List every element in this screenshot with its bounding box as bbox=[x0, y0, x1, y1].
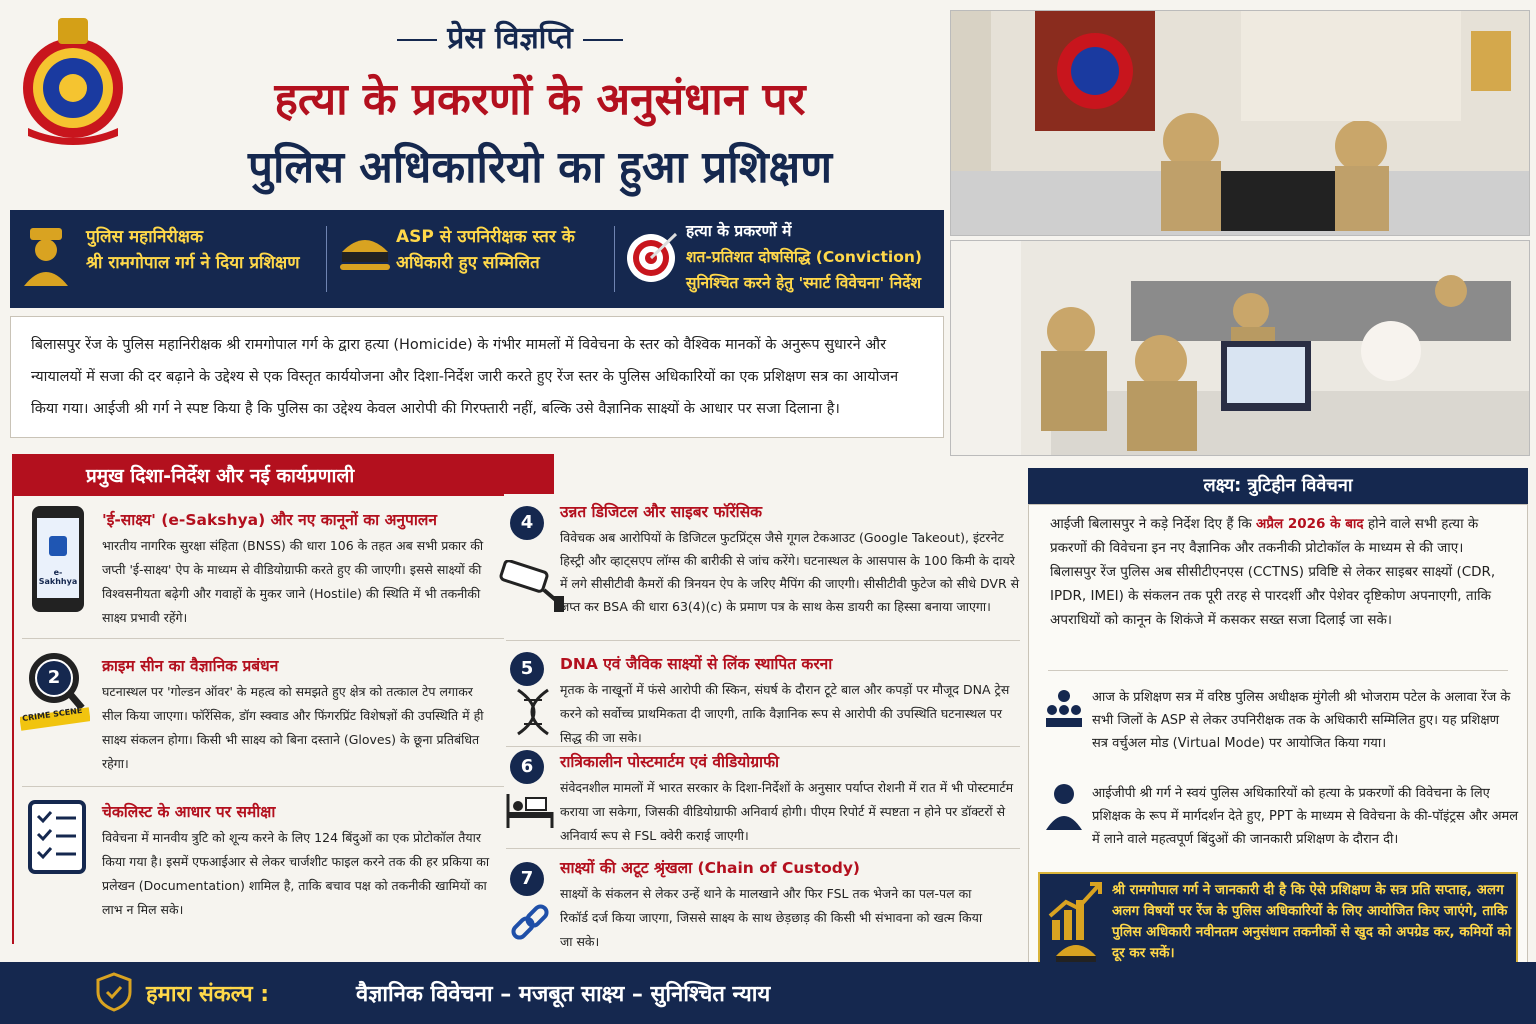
footer-motto: वैज्ञानिक विवेचना – मजबूत साक्ष्य – सुनिश्चित न्याय bbox=[356, 982, 771, 1007]
goal-paragraph-1: आईजी बिलासपुर ने कड़े निर्देश दिए हैं कि अप्रैल 2026 के बाद होने वाले सभी हत्या के प्रकरणों की विवेचना इन नए वैज्ञानिक और तकनीकी प्रोटोकॉल के माध्यम से की जाए। बिलासपुर रेंज पुलिस अब सीसीटीएनएस (CCTNS) प्रविष्टि से लेकर साइबर साक्ष्यों (CDR, IPDR, IMEI) के संकलन तक पूरी तरह से पारदर्शी और पेशेवर दृष्टिकोण अपनाएगी, ताकि अपराधियों को कानून के शिकंजे में कसकर सख्त सजा दिलाई जा सके। bbox=[1050, 516, 1496, 628]
checklist-icon bbox=[28, 800, 86, 874]
shield-icon bbox=[96, 972, 132, 1012]
footer-label: हमारा संकल्प : bbox=[146, 982, 270, 1007]
guideline-number: 7 bbox=[510, 862, 544, 896]
guideline-body: भारतीय नागरिक सुरक्षा संहिता (BNSS) की धारा 106 के तहत अब सभी प्रकार की जप्ती 'ई-साक्ष्य' ऐप के माध्यम से वीडियोग्राफी करते हुए की जाएगी। इससे साक्ष्यों की विश्वसनीयता बढ़ेगी और गवाहों के मुकर जाने (Hostile) की स्थिति में भी तकनीकी साक्ष्य प्रभावी रहेंगे। bbox=[102, 538, 484, 625]
training-photo-ig-office bbox=[950, 10, 1530, 236]
guideline-number: 4 bbox=[510, 506, 544, 540]
goal-paragraph-2: आज के प्रशिक्षण सत्र में वरिष्ठ पुलिस अधीक्षक मुंगेली श्री भोजराम पटेल के अलावा रेंज के सभी जिलों के ASP से लेकर उपनिरीक्षक तक के अधिकारी सम्मिलित हुए। यह प्रशिक्षण सत्र वर्चुअल मोड (Virtual Mode) पर आयोजित किया गया। bbox=[1092, 690, 1511, 751]
guideline-number: 2 bbox=[37, 661, 71, 695]
target-icon bbox=[624, 224, 682, 288]
guideline-body: घटनास्थल पर 'गोल्डन ऑवर' के महत्व को समझते हुए क्षेत्र को तत्काल टेप लगाकर सील किया जाएगा। फॉरेंसिक, डॉग स्क्वाड और फिंगरप्रिंट विशेषज्ञों की उपस्थिति में ही साक्ष्य संकलन होगा। किसी भी साक्ष्य को बिना दस्ताने (Gloves) के छूना प्रतिबंधित रहेगा। bbox=[102, 684, 484, 771]
guideline-number: 5 bbox=[510, 652, 544, 686]
guideline-title: 'ई-साक्ष्य' (e-Sakshya) और नए कानूनों का अनुपालन bbox=[102, 511, 437, 529]
guideline-title: उन्नत डिजिटल और साइबर फॉरेंसिक bbox=[560, 503, 763, 521]
police-cap-icon bbox=[336, 224, 394, 288]
guideline-title: क्राइम सीन का वैज्ञानिक प्रबंधन bbox=[102, 657, 279, 675]
guideline-number: 6 bbox=[510, 750, 544, 784]
highlight-ig: पुलिस महानिरीक्षक श्री रामगोपाल गर्ग ने दिया प्रशिक्षण bbox=[86, 227, 300, 273]
guideline-checklist bbox=[102, 800, 494, 922]
weekly-training-note-text: श्री रामगोपाल गर्ग ने जानकारी दी है कि ऐसे प्रशिक्षण के सत्र प्रति सप्ताह, अलग अलग विषयों पर रेंज के पुलिस अधिकारियों के लिए आयोजित किए जाएंगे, ताकि पुलिस अधिकारी नवीनतम अनुसंधान तकनीकों से खुद को अपग्रेड कर, कमियों को दूर कर सकें। bbox=[1112, 882, 1512, 961]
guidelines-heading: प्रमुख दिशा-निर्देश और नई कार्यप्रणाली bbox=[12, 454, 554, 494]
headline-line-1: हत्या के प्रकरणों के अनुसंधान पर bbox=[274, 74, 806, 125]
guideline-body: विवेचक अब आरोपियों के डिजिटल फुटप्रिंट्स जैसे गूगल टेकआउट (Google Takeout), इंटरनेट हिस्ट्री और व्हाट्सएप लॉग्स की बारीकी से जांच करेंगे। घटनास्थल के आसपास के 100 किमी के दायरे में लगे सीसीटीवी कैमरों की त्रिनयन ऐप के जरिए मैपिंग की जाएगी। सीसीटीवी फुटेज को सीधे DVR से जप्त कर BSA की धारा 63(4)(c) के प्रमाण पत्र के साथ केस डायरी का हिस्सा बनाया जाएगा। bbox=[560, 530, 1020, 614]
guideline-chain-of-custody bbox=[560, 856, 990, 954]
guideline-cyber-forensic bbox=[560, 500, 1020, 618]
crime-scene-tape-label: CRIME SCENE bbox=[21, 705, 83, 724]
training-photo-conference-room bbox=[950, 240, 1530, 456]
guideline-postmortem bbox=[560, 750, 1020, 848]
deadline-highlight: अप्रैल 2026 के बाद bbox=[1256, 516, 1364, 532]
guideline-title: DNA एवं जैविक साक्ष्यों से लिंक स्थापित करना bbox=[560, 655, 833, 673]
guideline-body: संवेदनशील मामलों में भारत सरकार के दिशा-निर्देशों के अनुसार पर्याप्त रोशनी में रात में भी पोस्टमार्टम कराया जा सकेगा, जिसकी वीडियोग्राफी अनिवार्य होगी। पीएम रिपोर्ट में स्पष्टता न होने पर डॉक्टरों से अनिवार्य रूप से FSL क्वेरी कराई जाएगी। bbox=[560, 780, 1014, 843]
guideline-title: चेकलिस्ट के आधार पर समीक्षा bbox=[102, 803, 276, 821]
officer-icon bbox=[20, 224, 78, 288]
guideline-body: मृतक के नाखूनों में फंसे आरोपी की स्किन, संघर्ष के दौरान टूटे बाल और कपड़ों पर मौजूद DNA ट्रेस करने को सर्वोच्च प्राथमिकता दी जाएगी, ताकि वैज्ञानिक रूप से आरोपी की उपस्थिति घटनास्थल पर सिद्ध की जा सके। bbox=[560, 682, 1010, 745]
guidelines-rule bbox=[12, 494, 504, 496]
dna-icon bbox=[510, 688, 556, 736]
press-release-label: प्रेस विज्ञप्ति bbox=[360, 16, 660, 57]
hospital-bed-icon bbox=[504, 790, 556, 830]
guideline-body: साक्ष्यों के संकलन से लेकर उन्हें थाने के मालखाने और फिर FSL तक भेजने का पल-पल का रिकॉर्ड दर्ज किया जाएगा, जिससे साक्ष्य के साथ छेड़छाड़ की किसी भी संभावना को खत्म किया जा सके। bbox=[560, 886, 983, 949]
headline-line-2: पुलिस अधिकारियो का हुआ प्रशिक्षण bbox=[247, 142, 833, 193]
goal-heading: लक्ष्य: त्रुटिहीन विवेचना bbox=[1028, 468, 1528, 504]
goal-paragraph-3: आईजीपी श्री गर्ग ने स्वयं पुलिस अधिकारियों को हत्या के प्रकरणों की विवेचना के लिए प्रशिक्षक के रूप में मार्गदर्शन देते हुए, PPT के माध्यम से विवेचना के की-पॉइंट्रस और अमल में लाने वाले महत्वपूर्ण बिंदुओं की जानकारी प्रशिक्षण के दौरान दी। bbox=[1092, 786, 1519, 847]
cctv-camera-icon bbox=[498, 560, 568, 614]
guideline-title: रात्रिकालीन पोस्टमार्टम एवं वीडियोग्राफी bbox=[560, 753, 780, 771]
guideline-e-sakshya bbox=[102, 508, 494, 630]
highlights-banner bbox=[10, 210, 944, 308]
guideline-crime-scene bbox=[102, 654, 494, 776]
police-emblem-logo bbox=[14, 8, 132, 146]
magnifier-icon bbox=[20, 650, 90, 740]
intro-paragraph: बिलासपुर रेंज के पुलिस महानिरीक्षक श्री रामगोपाल गर्ग के द्वारा हत्या (Homicide) के गंभीर मामलों में विवेचना के स्तर को वैश्विक मानकों के अनुरूप सुधारने और न्यायालयों में सजा की दर बढ़ाने के उद्देश्य से एक विस्तृत कार्ययोजना और दिशा-निर्देश जारी करते हुए रेंज स्तर के पुलिस अधिकारियों का एक प्रशिक्षण सत्र का आयोजन किया गया। आईजी श्री गर्ग ने स्पष्ट किया है कि पुलिस का उद्देश्य केवल आरोपी की गिरफ्तारी नहीं, बल्कि उसे वैज्ञानिक साक्ष्यों के आधार पर सजा दिलाना है। bbox=[10, 316, 944, 438]
trainer-icon bbox=[1044, 782, 1084, 830]
mobile-phone-icon bbox=[30, 504, 86, 614]
highlight-asp: ASP से उपनिरीक्षक स्तर के अधिकारी हुए सम्मिलित bbox=[396, 227, 575, 273]
guideline-title: साक्ष्यों की अटूट श्रृंखला (Chain of Custody) bbox=[560, 859, 861, 877]
e-sakshya-icon-label: e-Sakhhya bbox=[38, 568, 78, 586]
group-icon bbox=[1044, 688, 1084, 728]
chain-link-icon bbox=[510, 902, 550, 944]
guideline-dna bbox=[560, 652, 1020, 750]
growth-chart-icon bbox=[1046, 880, 1106, 966]
highlight-conviction: हत्या के प्रकरणों में शत-प्रतिशत दोषसिद्धि (Conviction) सुनिश्चित करने हेतु 'स्मार्ट विवेचना' निर्देश bbox=[686, 222, 922, 292]
guidelines-side-rule bbox=[12, 494, 14, 944]
guideline-body: विवेचना में मानवीय त्रुटि को शून्य करने के लिए 124 बिंदुओं का एक प्रोटोकॉल तैयार किया गया है। इसमें एफआईआर से लेकर चार्जशीट फाइल करने तक की हर प्रकिया का प्रलेखन (Documentation) शामिल है, ताकि बचाव पक्ष को तकनीकी खामियों का लाभ न मिल सके। bbox=[102, 830, 490, 917]
